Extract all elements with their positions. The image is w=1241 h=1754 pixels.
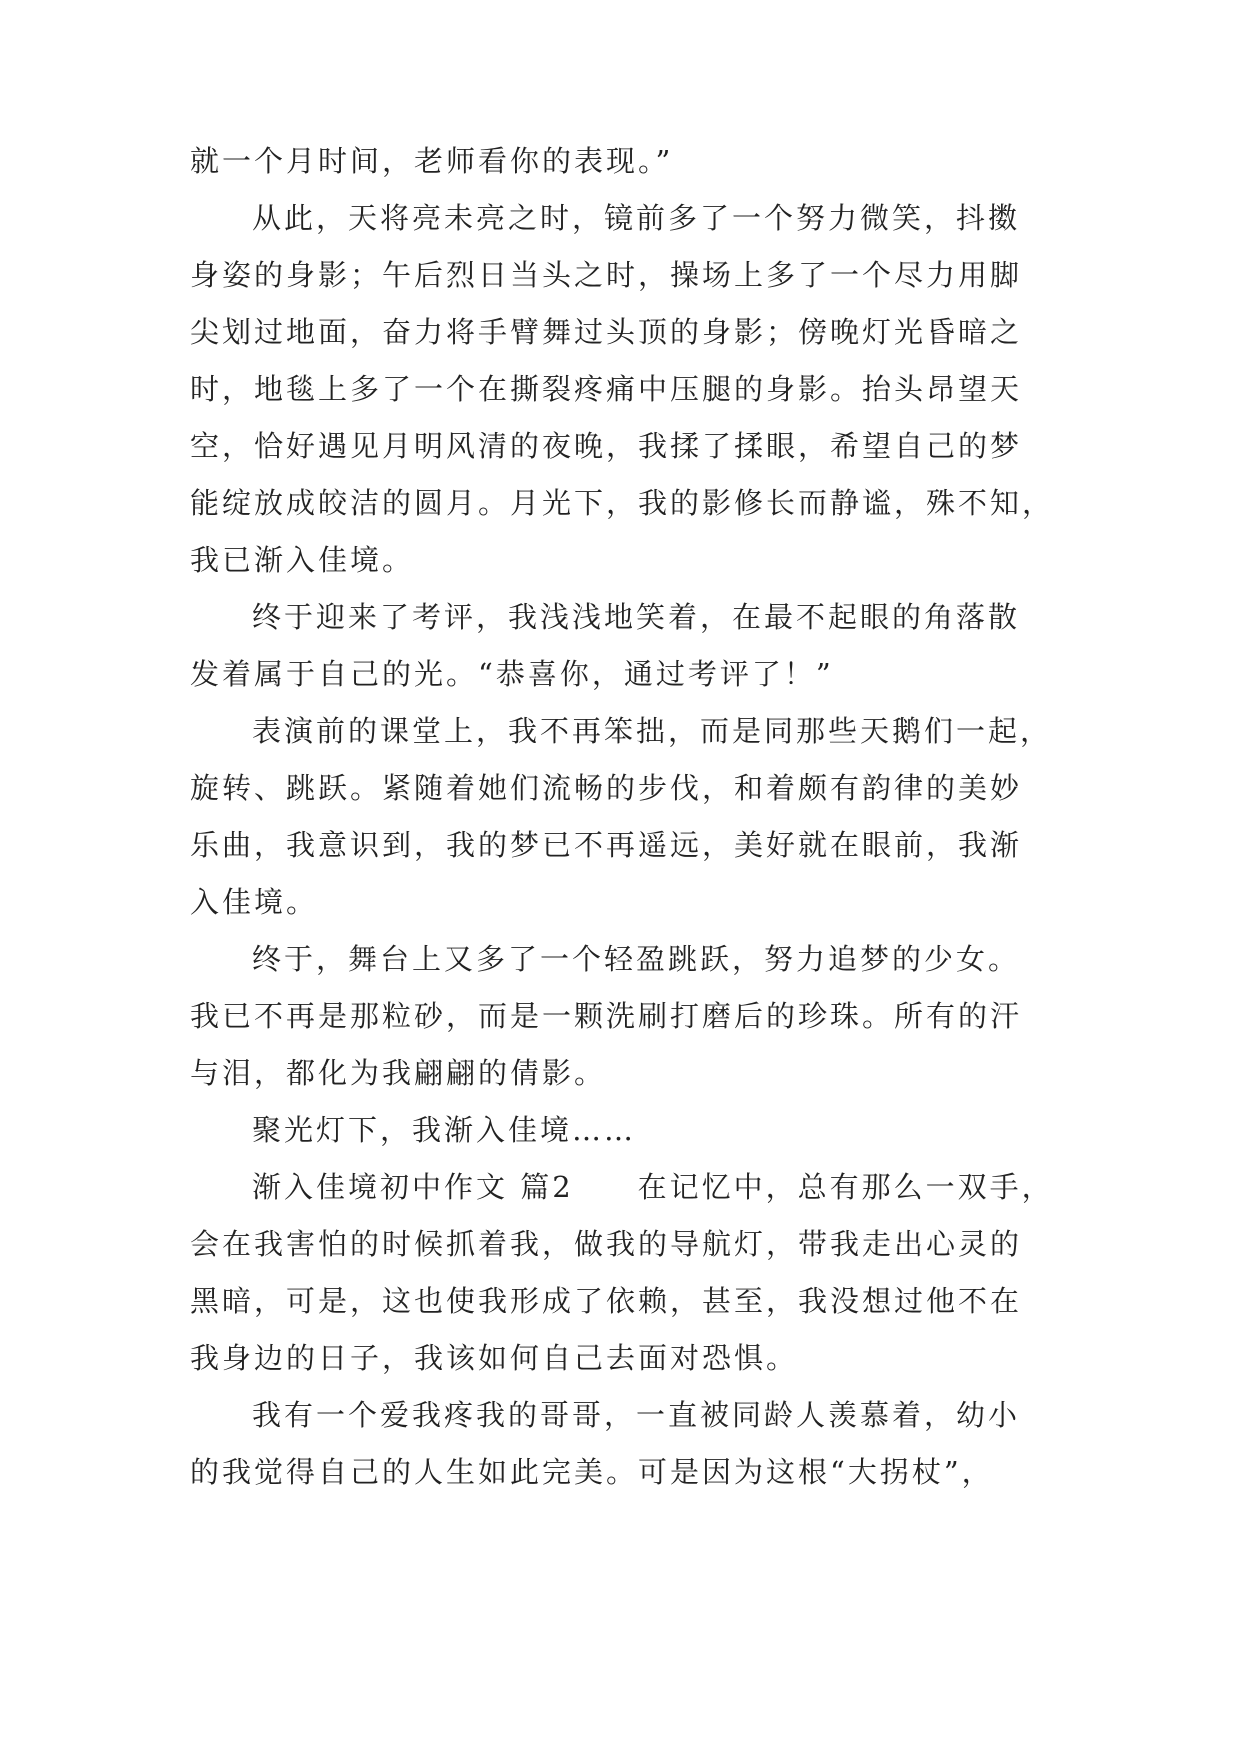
text-line: 旋转、跳跃。紧随着她们流畅的步伐，和着颇有韵律的美妙	[190, 771, 1023, 805]
paragraph-start-line: 我有一个爱我疼我的哥哥，一直被同龄人羡慕着，幼小	[252, 1398, 1021, 1432]
text-line: 会在我害怕的时候抓着我，做我的导航灯，带我走出心灵的	[190, 1227, 1023, 1261]
text-line: 时，地毯上多了一个在撕裂疼痛中压腿的身影。抬头昂望天	[190, 372, 1023, 406]
text-line: 尖划过地面，奋力将手臂舞过头顶的身影；傍晚灯光昏暗之	[190, 315, 1023, 349]
text-line: 我已不再是那粒砂，而是一颗洗刷打磨后的珍珠。所有的汗	[190, 999, 1023, 1033]
section-heading-line: 渐入佳境初中作文 篇2 在记忆中，总有那么一双手，	[252, 1170, 1054, 1204]
text-line: 我身边的日子，我该如何自己去面对恐惧。	[190, 1341, 799, 1375]
paragraph-start-line: 聚光灯下，我渐入佳境……	[252, 1113, 637, 1147]
paragraph-start-line: 终于迎来了考评，我浅浅地笑着，在最不起眼的角落散	[252, 600, 1021, 634]
text-line: 乐曲，我意识到，我的梦已不再遥远，美好就在眼前，我渐	[190, 828, 1023, 862]
text-line: 身姿的身影；午后烈日当头之时，操场上多了一个尽力用脚	[190, 258, 1023, 292]
paragraph-start-line: 从此，天将亮未亮之时，镜前多了一个努力微笑，抖擞	[252, 201, 1021, 235]
text-line: 就一个月时间，老师看你的表现。”	[190, 144, 674, 178]
text-line: 我已渐入佳境。	[190, 543, 415, 577]
text-line: 发着属于自己的光。“恭喜你，通过考评了！”	[190, 657, 834, 691]
paragraph-start-line: 表演前的课堂上，我不再笨拙，而是同那些天鹅们一起，	[252, 714, 1053, 748]
text-line: 空，恰好遇见月明风清的夜晚，我揉了揉眼，希望自己的梦	[190, 429, 1023, 463]
text-line: 能绽放成皎洁的圆月。月光下，我的影修长而静谧，殊不知，	[190, 486, 1055, 520]
text-line: 与泪，都化为我翩翩的倩影。	[190, 1056, 607, 1090]
text-line: 的我觉得自己的人生如此完美。可是因为这根“大拐杖”，	[190, 1455, 994, 1489]
text-line: 入佳境。	[190, 885, 319, 919]
text-line: 黑暗，可是，这也使我形成了依赖，甚至，我没想过他不在	[190, 1284, 1023, 1318]
paragraph-start-line: 终于，舞台上又多了一个轻盈跳跃，努力追梦的少女。	[252, 942, 1021, 976]
